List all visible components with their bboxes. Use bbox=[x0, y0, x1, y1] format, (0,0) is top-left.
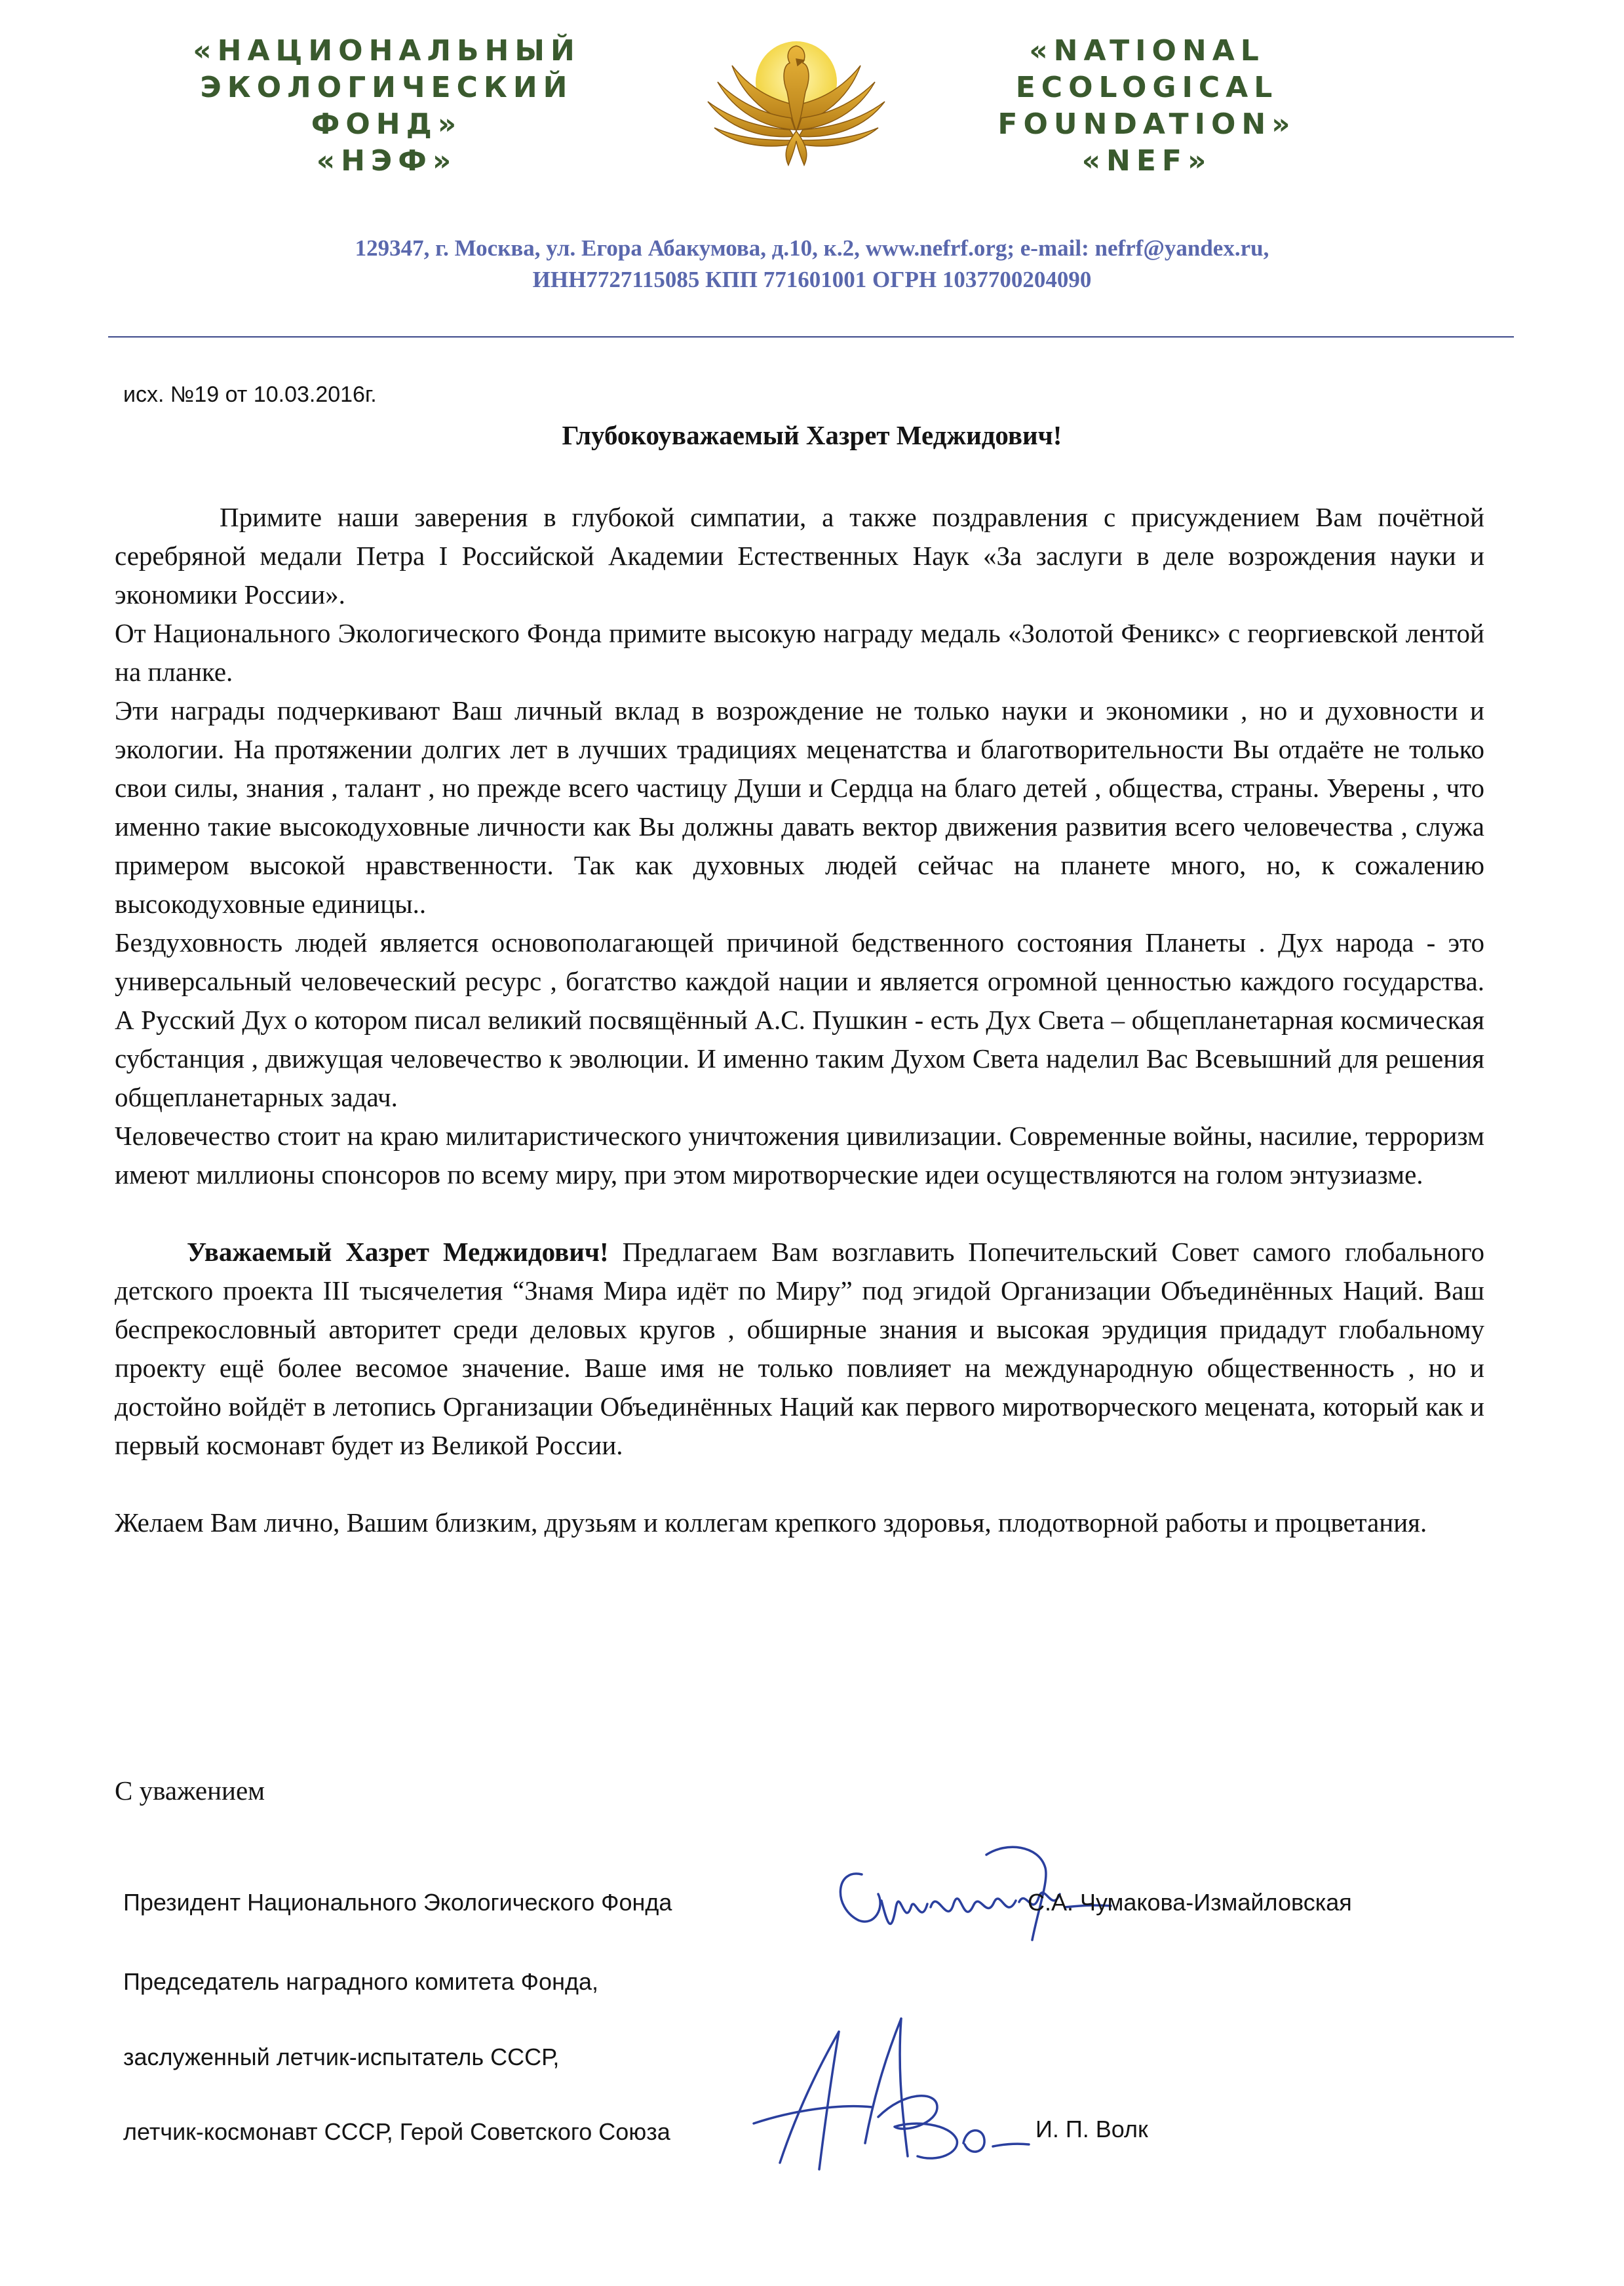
appeal-heading: Уважаемый Хазрет Меджидович! bbox=[187, 1237, 609, 1267]
contact-registration-line: ИНН7727115085 КПП 771601001 ОГРН 1037700204090 bbox=[532, 267, 1092, 292]
paragraph: Эти награды подчеркивают Ваш личный вклад в возрождение не только науки и экономики , но и духовности и экологии. На протяжении долгих лет в лучших традициях меценатства и благотворительности Вы отдаёте не только свои силы, знания , талант , но прежде всего частицу Души и Сердца на благо детей , общества, страны. Уверены , что именно такие высокодуховные личности как Вы должны давать вектор движения развития всего человечества , служа примером высокой нравственности. Так как духовных людей сейчас на планете много, но, к сожалению высокодуховные единицы.. bbox=[115, 695, 1484, 919]
appeal-text: Предлагаем Вам возглавить Попечительский Совет самого глобального детского проекта III тысячелетия “Знамя Мира идёт по Миру” под эгидой Организации Объединённых Наций. Ваш беспрекословный авторитет среди деловых кругов , обширные знания и высокая эрудиция придадут глобальному проекту ещё более весомое значение. Ваше имя не только повлияет на международную общественность , но и достойно войдёт в летопись Организации Объединённых Наций как первого миротворческого мецената, который как и первый космонавт будет из Великой России. bbox=[115, 1237, 1484, 1460]
handwritten-signature-icon bbox=[822, 1829, 1124, 1947]
phoenix-emblem-icon bbox=[698, 20, 895, 170]
president-name: С.А. Чумакова-Измайловская bbox=[1028, 1889, 1352, 1916]
org-name-english bbox=[996, 33, 1298, 180]
wishes-paragraph: Желаем Вам лично, Вашим близким, друзьям и коллегам крепкого здоровья, плодотворной работы и процветания. bbox=[115, 1507, 1427, 1538]
appeal-paragraph bbox=[115, 1233, 1484, 1465]
closing: С уважением bbox=[115, 1775, 265, 1806]
president-title: Президент Национального Экологического Фонда bbox=[123, 1889, 672, 1916]
org-name-line: «НАЦИОНАЛЬНЫЙ bbox=[193, 34, 581, 68]
chair-name: И. П. Волк bbox=[1035, 2116, 1148, 2142]
letter-body bbox=[115, 498, 1484, 1542]
paragraph: Бездуховность людей является основополагающей причиной бедственного состояния Планеты . Дух народа - это универсальный человеческий ресурс , богатство каждой нации и является огромной ценностью каждого государства. А Русский Дух о котором писал великий посвящённый А.С. Пушкин - есть Дух Света – общепланетарная космическая субстанция , движущая человечество к эволюции. И именно таким Духом Света наделил Вас Всевышний для решения общепланетарных задач. bbox=[115, 927, 1484, 1112]
chair-title-line: заслуженный летчик-испытатель СССР, bbox=[123, 2044, 560, 2070]
contact-address-line: 129347, г. Москва, ул. Егора Абакумова, д.10, к.2, www.nefrf.org; e-mail: nefrf@yandex.ru, bbox=[355, 235, 1269, 261]
org-name-russian bbox=[151, 33, 623, 180]
org-name-line: «НЭФ» bbox=[316, 144, 457, 178]
chair-title-line: Председатель наградного комитета Фонда, bbox=[123, 1968, 598, 1995]
chair-title-line: летчик-космонавт СССР, Герой Советского Союза bbox=[123, 2118, 670, 2145]
outgoing-reference: исх. №19 от 10.03.2016г. bbox=[123, 382, 377, 407]
letterhead-divider bbox=[108, 336, 1514, 338]
paragraph: От Национального Экологического Фонда примите высокую награду медаль «Золотой Феникс» с георгиевской лентой на планке. bbox=[115, 618, 1484, 687]
handwritten-signature-icon bbox=[741, 1992, 1094, 2189]
org-name-line: «NEF» bbox=[1081, 144, 1212, 178]
org-name-line: FOUNDATION» bbox=[997, 107, 1296, 141]
org-name-line: ФОНД» bbox=[311, 107, 463, 141]
paragraph: Человечество стоит на краю милитаристического уничтожения цивилизации. Современные войны, насилие, терроризм имеют миллионы спонсоров по всему миру, при этом миротворческие идеи осуществляются на голом энтузиазме. bbox=[115, 1121, 1484, 1190]
org-name-line: ЭКОЛОГИЧЕСКИЙ bbox=[200, 71, 573, 104]
salutation: Глубокоуважаемый Хазрет Меджидович! bbox=[562, 420, 1062, 450]
org-name-line: ECOLOGICAL bbox=[1015, 71, 1279, 104]
paragraph: Примите наши заверения в глубокой симпатии, а также поздравления с присуждением Вам почётной серебряной медали Петра I Российской Академии Естественных Наук «За заслуги в деле возрождения науки и экономики России». bbox=[115, 502, 1484, 610]
org-name-line: «NATIONAL bbox=[1029, 34, 1265, 68]
